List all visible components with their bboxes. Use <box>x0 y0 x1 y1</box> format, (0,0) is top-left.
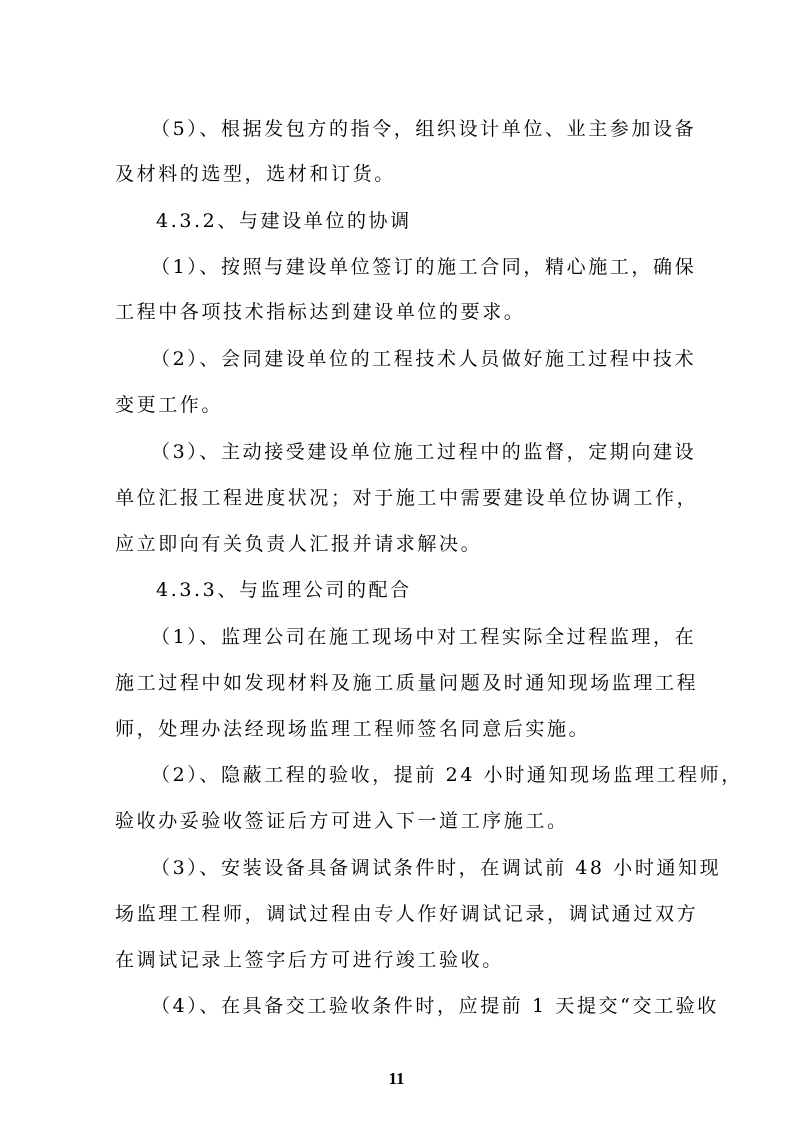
text-line: （2）、隐蔽工程的验收，提前 24 小时通知现场监理工程师， <box>151 764 743 786</box>
text-line: 验收办妥验收签证后方可进入下一道工序施工。 <box>115 810 569 832</box>
text-line: 单位汇报工程进度状况；对于施工中需要建设单位协调工作， <box>115 487 699 509</box>
text-line: 及材料的选型，选材和订货。 <box>115 163 396 185</box>
text-line: 场监理工程师，调试过程由专人作好调试记录，调试通过双方 <box>115 903 699 925</box>
text-line: 师，处理办法经现场监理工程师签名同意后实施。 <box>115 718 591 740</box>
text-line: （2）、会同建设单位的工程技术人员做好施工过程中技术 <box>151 348 697 370</box>
text-line: （3）、主动接受建设单位施工过程中的监督，定期向建设 <box>151 441 697 463</box>
text-line: （1）、按照与建设单位签订的施工合同，精心施工，确保 <box>151 256 697 278</box>
text-line: （3）、安装设备具备调试条件时，在调试前 48 小时通知现 <box>151 857 722 879</box>
text-line: 工程中各项技术指标达到建设单位的要求。 <box>115 301 526 323</box>
text-line: 施工过程中如发现材料及施工质量问题及时通知现场监理工程 <box>115 672 699 694</box>
page-number: 11 <box>388 1069 405 1088</box>
text-line: （1）、监理公司在施工现场中对工程实际全过程监理，在 <box>151 626 697 648</box>
section-heading: 4.3.2、与建设单位的协调 <box>156 210 412 232</box>
text-line: 在调试记录上签字后方可进行竣工验收。 <box>115 949 504 971</box>
text-line: 应立即向有关负责人汇报并请求解决。 <box>115 533 483 555</box>
text-line: （5）、根据发包方的指令，组织设计单位、业主参加设备 <box>151 118 697 140</box>
text-line: （4）、在具备交工验收条件时，应提前 1 天提交“交工验收 <box>151 995 719 1017</box>
text-line: 变更工作。 <box>115 394 224 416</box>
section-heading: 4.3.3、与监理公司的配合 <box>156 579 412 601</box>
